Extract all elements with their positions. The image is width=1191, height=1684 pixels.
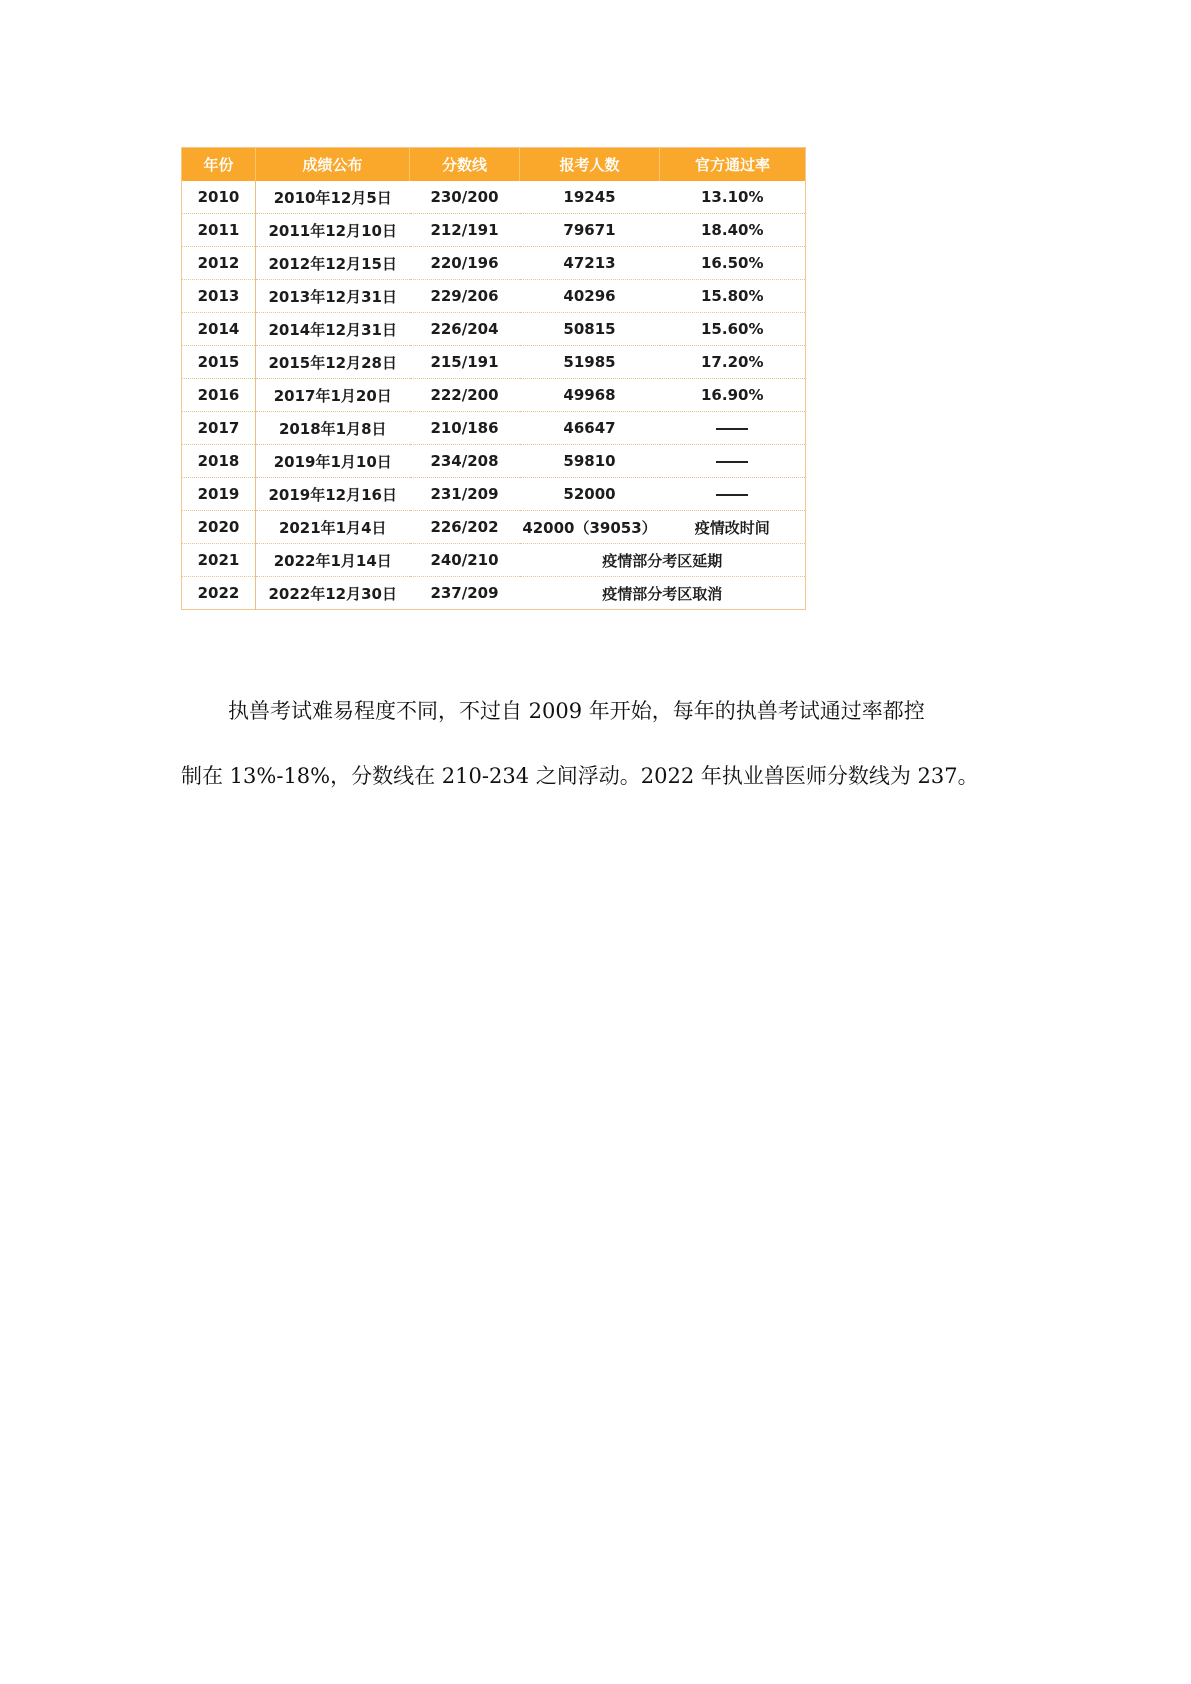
- cell-score-line: 231/209: [410, 478, 520, 511]
- cell-pass-rate: 15.80%: [660, 280, 806, 313]
- cell-score-line: 240/210: [410, 544, 520, 577]
- cell-release-date: 2014年12月31日: [256, 313, 410, 346]
- cell-applicant-count: 59810: [520, 445, 660, 478]
- cell-release-date: 2010年12月5日: [256, 181, 410, 214]
- cell-year: 2012: [182, 247, 256, 280]
- cell-applicant-count: 51985: [520, 346, 660, 379]
- cell-applicant-count: 52000: [520, 478, 660, 511]
- cell-score-line: 234/208: [410, 445, 520, 478]
- cell-applicant-count: 42000（39053）: [520, 511, 660, 544]
- cell-year: 2013: [182, 280, 256, 313]
- dash-mark: [716, 494, 748, 496]
- cell-year: 2017: [182, 412, 256, 445]
- cell-score-line: 215/191: [410, 346, 520, 379]
- cell-merged-note: 疫情部分考区延期: [520, 544, 806, 577]
- table-row: [182, 478, 806, 511]
- dash-mark: [716, 428, 748, 430]
- table-body: [182, 181, 806, 610]
- table-row: [182, 445, 806, 478]
- cell-release-date: 2013年12月31日: [256, 280, 410, 313]
- table-row: [182, 214, 806, 247]
- cell-release-date: 2019年12月16日: [256, 478, 410, 511]
- cell-release-date: 2017年1月20日: [256, 379, 410, 412]
- cell-score-line: 226/202: [410, 511, 520, 544]
- cell-score-line: 226/204: [410, 313, 520, 346]
- cell-pass-rate: 16.50%: [660, 247, 806, 280]
- cell-year: 2010: [182, 181, 256, 214]
- cell-score-line: 230/200: [410, 181, 520, 214]
- cell-year: 2015: [182, 346, 256, 379]
- cell-applicant-count: 46647: [520, 412, 660, 445]
- cell-pass-rate: 18.40%: [660, 214, 806, 247]
- cell-pass-rate: 13.10%: [660, 181, 806, 214]
- cell-pass-rate: [660, 412, 806, 445]
- table-header-row: [182, 148, 806, 182]
- table-row: [182, 544, 806, 577]
- cell-release-date: 2018年1月8日: [256, 412, 410, 445]
- cell-release-date: 2011年12月10日: [256, 214, 410, 247]
- cell-score-line: 229/206: [410, 280, 520, 313]
- cell-release-date: 2015年12月28日: [256, 346, 410, 379]
- cell-release-date: 2022年1月14日: [256, 544, 410, 577]
- cell-pass-rate: 17.20%: [660, 346, 806, 379]
- cell-year: 2022: [182, 577, 256, 610]
- cell-applicant-count: 79671: [520, 214, 660, 247]
- cell-applicant-count: 50815: [520, 313, 660, 346]
- cell-release-date: 2021年1月4日: [256, 511, 410, 544]
- cell-pass-rate: 16.90%: [660, 379, 806, 412]
- table-row: [182, 346, 806, 379]
- header-year: 年份: [182, 148, 256, 182]
- cell-year: 2014: [182, 313, 256, 346]
- cell-pass-rate: 15.60%: [660, 313, 806, 346]
- cell-year: 2016: [182, 379, 256, 412]
- table-row: [182, 313, 806, 346]
- header-pass-rate: 官方通过率: [660, 148, 806, 182]
- cell-pass-rate: [660, 445, 806, 478]
- cell-year: 2020: [182, 511, 256, 544]
- cell-score-line: 212/191: [410, 214, 520, 247]
- header-applicant-count: 报考人数: [520, 148, 660, 182]
- cell-release-date: 2022年12月30日: [268, 584, 397, 603]
- table-row: [182, 511, 806, 544]
- cell-score-line: 222/200: [410, 379, 520, 412]
- cell-year: 2021: [182, 544, 256, 577]
- cell-applicant-count: 19245: [520, 181, 660, 214]
- cell-applicant-count: 40296: [520, 280, 660, 313]
- cell-score-line: 210/186: [410, 412, 520, 445]
- exam-results-table-container: [181, 147, 805, 610]
- cell-pass-rate: [660, 478, 806, 511]
- paragraph-line-1: 执兽考试难易程度不同，不过自 2009 年开始，每年的执兽考试通过率都控: [228, 699, 925, 723]
- paragraph-line-2: 制在 13%-18%，分数线在 210-234 之间浮动。2022 年执业兽医师分数线为 237。: [181, 764, 979, 788]
- table-row: [182, 412, 806, 445]
- table-row: [182, 247, 806, 280]
- exam-results-table: [181, 147, 806, 610]
- table-row: [182, 181, 806, 214]
- cell-score-line: 220/196: [410, 247, 520, 280]
- table-row: [182, 379, 806, 412]
- cell-year: 2019: [182, 478, 256, 511]
- table-row: [182, 577, 806, 610]
- cell-release-date: 2019年1月10日: [256, 445, 410, 478]
- cell-year: 2011: [182, 214, 256, 247]
- dash-mark: [716, 461, 748, 463]
- cell-year: 2018: [182, 445, 256, 478]
- cell-pass-rate: 疫情改时间: [660, 511, 806, 544]
- cell-applicant-count: 47213: [520, 247, 660, 280]
- cell-applicant-count: 49968: [520, 379, 660, 412]
- cell-score-line: 237/209: [430, 584, 499, 602]
- header-release-date: 成绩公布: [256, 148, 410, 182]
- table-row: [182, 280, 806, 313]
- header-score-line: 分数线: [410, 148, 520, 182]
- cell-merged-note: 疫情部分考区取消: [602, 584, 723, 603]
- cell-release-date: 2012年12月15日: [256, 247, 410, 280]
